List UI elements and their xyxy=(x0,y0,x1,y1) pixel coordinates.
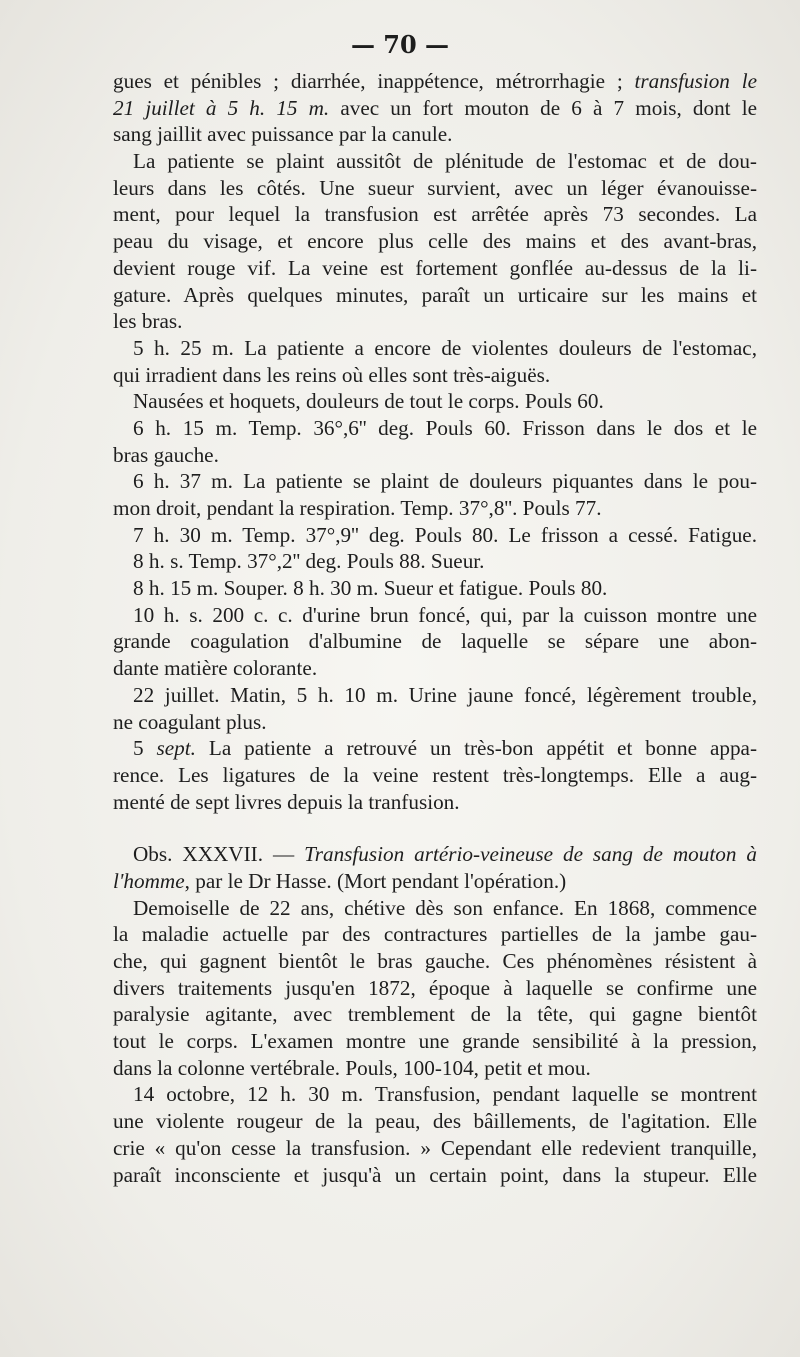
text-line xyxy=(113,1028,757,1055)
text-segment: 14 octobre, 12 h. 30 m. Transfusion, pendant laquelle se montrent xyxy=(133,1082,757,1107)
text-segment: avec un fort mouton de 6 à 7 mois, dont le xyxy=(329,95,757,120)
text-segment: paraît inconsciente et jusqu'à un certain point, dans la stupeur. Elle xyxy=(113,1162,757,1187)
text-segment: Demoiselle de 22 ans, chétive dès son enfance. En 1868, commence xyxy=(133,895,757,920)
text-line xyxy=(113,735,757,762)
text-line xyxy=(113,655,757,682)
text-line xyxy=(113,335,757,362)
page-number: — 70 — xyxy=(350,30,450,59)
text-segment: 5 xyxy=(133,736,157,761)
text-line xyxy=(113,575,757,602)
italic-segment: sept. xyxy=(156,736,196,761)
text-line xyxy=(113,1001,757,1028)
text-segment: 22 juillet. Matin, 5 h. 10 m. Urine jaune foncé, légèrement trouble, xyxy=(133,682,757,707)
text-segment: mon droit, pendant la respiration. Temp. 37°,8''. Pouls 77. xyxy=(113,496,602,520)
text-segment: Obs. XXXVII. — xyxy=(133,842,305,867)
text-segment: sang jaillit avec puissance par la canule. xyxy=(113,122,453,147)
text-segment: dante matière colorante. xyxy=(113,656,318,681)
text-line xyxy=(113,1162,757,1189)
text-line xyxy=(113,121,757,148)
text-segment: leurs dans les côtés. Une sueur survient, avec un léger évanouisse- xyxy=(113,175,757,200)
text-segment: 7 h. 30 m. Temp. 37°,9'' deg. Pouls 80. Le frisson a cessé. Fatigue. xyxy=(133,522,757,547)
text-segment: 8 h. 15 m. Souper. 8 h. 30 m. Sueur et fatigue. Pouls 80. xyxy=(133,576,608,601)
text-line xyxy=(113,762,757,789)
text-segment: La patiente a retrouvé un très-bon appétit et bonne appa- xyxy=(195,736,758,761)
text-segment: tout le corps. L'examen montre une grande sensibilité à la pression, xyxy=(113,1029,757,1054)
text-segment: paralysie agitante, avec tremblement de la tête, qui gagne bientôt xyxy=(113,1002,757,1027)
text-segment: 5 h. 25 m. La patiente a encore de violentes douleurs de l'estomac, xyxy=(133,335,757,360)
text-line xyxy=(113,921,757,948)
text-segment: ment, pour lequel la transfusion est arrêtée après 73 secondes. La xyxy=(113,202,757,227)
text-line xyxy=(113,895,757,922)
text-segment: 10 h. s. 200 c. c. d'urine brun foncé, qui, par la cuisson montre une xyxy=(133,602,757,627)
text-segment: 8 h. s. Temp. 37°,2'' deg. Pouls 88. Sueur. xyxy=(133,549,485,574)
text-line xyxy=(113,868,757,895)
text-line xyxy=(113,468,757,495)
text-segment: qui irradient dans les reins où elles sont très-aiguës. xyxy=(113,362,551,387)
text-line xyxy=(113,948,757,975)
text-line xyxy=(113,495,757,522)
text-segment: bras gauche. xyxy=(113,442,219,467)
text-segment: la maladie actuelle par des contractures partielles de la jambe gau- xyxy=(113,922,757,947)
text-segment: menté de sept livres depuis la tranfusion. xyxy=(113,789,460,814)
text-line xyxy=(113,548,757,575)
text-line xyxy=(113,228,757,255)
text-line xyxy=(113,95,757,122)
text-line xyxy=(113,175,757,202)
italic-segment: 21 juillet à 5 h. 15 m. xyxy=(113,95,330,120)
text-line xyxy=(113,1135,757,1162)
text-line xyxy=(113,201,757,228)
text-segment: che, qui gagnent bientôt le bras gauche. Ces phénomènes résistent à xyxy=(113,949,757,973)
text-segment: gues et pénibles ; diarrhée, inappétence, métrorrhagie ; xyxy=(113,69,635,93)
text-line xyxy=(113,442,757,469)
italic-segment: l'homme xyxy=(113,868,185,893)
text-line xyxy=(113,1055,757,1082)
text-segment: Nausées et hoquets, douleurs de tout le corps. Pouls 60. xyxy=(133,389,604,414)
text-segment: une violente rougeur de la peau, des bâillements, de l'agitation. Elle xyxy=(113,1109,757,1134)
text-segment: crie « qu'on cesse la transfusion. » Cependant elle redevient tranquille, xyxy=(113,1135,757,1160)
text-line xyxy=(113,789,757,816)
text-line xyxy=(113,282,757,309)
text-line xyxy=(113,602,757,629)
text-segment: dans la colonne vertébrale. Pouls, 100-104, petit et mou. xyxy=(113,1055,591,1080)
text-segment: peau du visage, et encore plus celle des mains et des avant-bras, xyxy=(113,229,757,254)
text-line xyxy=(113,388,757,415)
text-segment: 6 h. 15 m. Temp. 36°,6'' deg. Pouls 60. Frisson dans le dos et le xyxy=(133,415,757,440)
text-line xyxy=(113,628,757,655)
text-line xyxy=(113,1081,757,1108)
text-segment: La patiente se plaint aussitôt de plénitude de l'estomac et de dou- xyxy=(133,149,757,174)
text-line xyxy=(113,68,757,95)
page-body-text xyxy=(113,68,757,1188)
text-segment: les bras. xyxy=(113,309,183,334)
italic-segment: Transfusion artério-veineuse de sang de mouton à xyxy=(304,842,757,867)
text-segment: 6 h. 37 m. La patiente se plaint de douleurs piquantes dans le pou- xyxy=(133,469,757,494)
text-line xyxy=(113,841,757,868)
text-line xyxy=(113,308,757,335)
text-segment: rence. Les ligatures de la veine restent très-longtemps. Elle a aug- xyxy=(113,762,757,787)
text-line xyxy=(113,415,757,442)
text-segment: grande coagulation d'albumine de laquelle se sépare une abon- xyxy=(113,629,757,654)
italic-segment: transfusion le xyxy=(634,69,757,93)
text-line xyxy=(113,522,757,549)
text-line xyxy=(113,1108,757,1135)
text-line xyxy=(113,682,757,709)
text-segment: ne coagulant plus. xyxy=(113,709,267,734)
text-segment: gature. Après quelques minutes, paraît un urticaire sur les mains et xyxy=(113,282,757,307)
text-line xyxy=(113,975,757,1002)
section-gap xyxy=(113,815,757,841)
text-line xyxy=(113,148,757,175)
text-segment: , par le Dr Hasse. (Mort pendant l'opération.) xyxy=(184,868,567,893)
text-segment: divers traitements jusqu'en 1872, époque à laquelle se confirme une xyxy=(113,975,757,1000)
text-line xyxy=(113,709,757,736)
text-line xyxy=(113,255,757,282)
text-segment: devient rouge vif. La veine est fortement gonflée au-dessus de la li- xyxy=(113,255,757,280)
text-line xyxy=(113,362,757,389)
